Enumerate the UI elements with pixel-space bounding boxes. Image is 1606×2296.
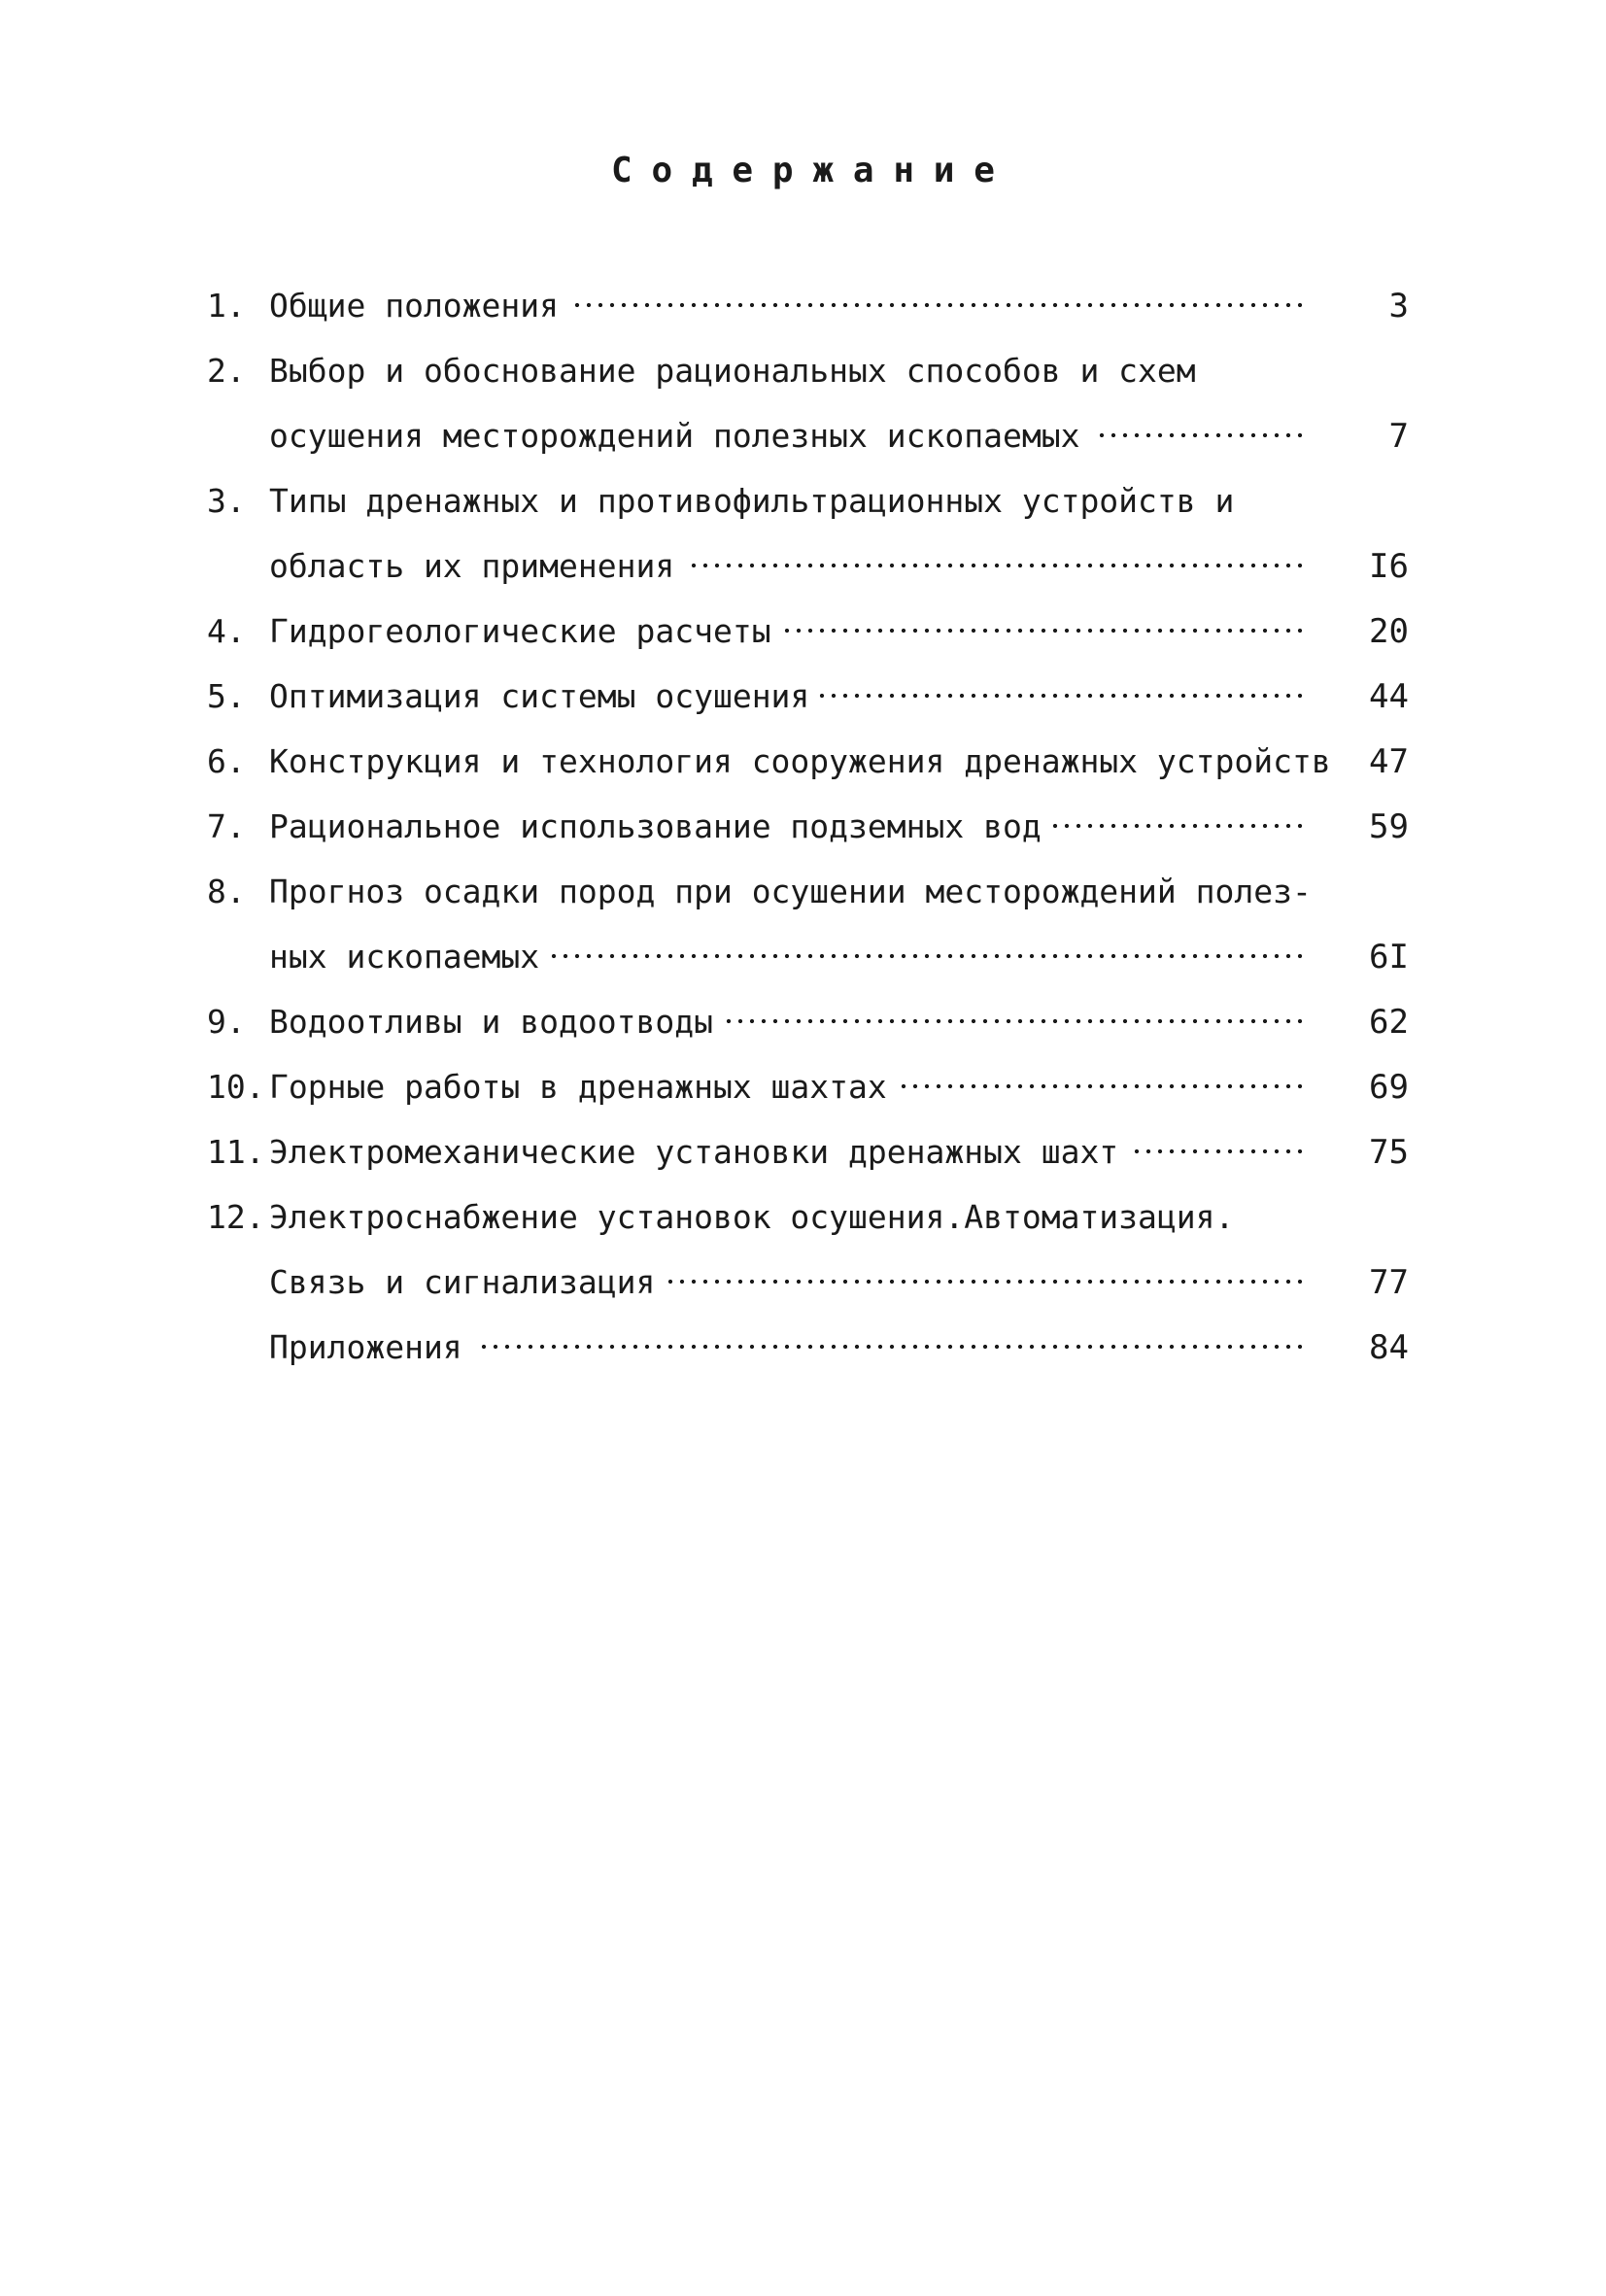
dot-leader (688, 563, 1307, 568)
toc-item-title: Конструкция и технология сооружения дренажных устройств (269, 742, 1331, 780)
toc-page-number: 77 (1369, 1263, 1409, 1302)
toc-item-title: Электромеханические установки дренажных шахт (269, 1133, 1119, 1171)
toc-page-number: I6 (1369, 547, 1409, 586)
toc-line (0, 807, 1606, 846)
toc-item-title: Рациональное использование подземных вод (269, 807, 1042, 845)
toc-page-number: 7 (1388, 417, 1409, 456)
dot-leader (781, 628, 1307, 634)
toc-item-title: Горные работы в дренажных шахтах (269, 1068, 887, 1106)
toc-page-number: 20 (1369, 612, 1409, 651)
toc-line (0, 1068, 1606, 1107)
dot-leader (898, 1083, 1307, 1089)
toc-item-title: ных ископаемых (269, 938, 540, 976)
toc-item-title: Гидрогеологические расчеты (269, 612, 771, 650)
toc-page-number: 75 (1369, 1133, 1409, 1172)
toc-line (0, 742, 1606, 781)
toc-line (0, 352, 1606, 391)
toc-item-number: 4. (207, 612, 246, 650)
toc-item-number: 6. (207, 742, 246, 780)
toc-item-title: Связь и сигнализация (269, 1263, 656, 1301)
toc-line (0, 1003, 1606, 1042)
toc-line (0, 1328, 1606, 1367)
toc-line (0, 287, 1606, 326)
toc-line (0, 1263, 1606, 1302)
toc-line (0, 873, 1606, 911)
toc-item-number: 3. (207, 482, 246, 520)
toc-page-number: 59 (1369, 807, 1409, 846)
dot-leader (1131, 1148, 1307, 1154)
toc-item-title: Электроснабжение установок осушения.Автоматизация. (269, 1198, 1235, 1236)
toc-item-title: Общие положения (269, 287, 560, 325)
toc-line (0, 482, 1606, 521)
toc-page-number: 84 (1369, 1328, 1409, 1367)
dot-leader (1049, 823, 1307, 829)
toc-item-number: 2. (207, 352, 246, 390)
toc-item-number: 11. (207, 1133, 265, 1171)
dot-leader (571, 302, 1307, 308)
dot-leader (1096, 432, 1307, 438)
toc-item-title: осушения месторождений полезных ископаемых (269, 417, 1080, 455)
page-title: Содержание (611, 151, 1014, 190)
toc-page-number: 3 (1388, 287, 1409, 326)
toc-item-title: Прогноз осадки пород при осушении месторождений полез- (269, 873, 1312, 910)
toc-line (0, 547, 1606, 586)
toc-line (0, 938, 1606, 977)
toc-item-title: Оптимизация системы осушения (269, 677, 810, 715)
toc-page-number: 47 (1369, 742, 1409, 781)
dot-leader (723, 1018, 1307, 1024)
toc-item-title: Приложения (269, 1328, 462, 1366)
toc-item-title: Типы дренажных и противофильтрационных устройств и (269, 482, 1235, 520)
toc-line (0, 417, 1606, 456)
toc-line (0, 677, 1606, 716)
toc-item-number: 12. (207, 1198, 265, 1236)
toc-page-number: 6I (1369, 938, 1409, 977)
dot-leader (665, 1279, 1307, 1285)
toc-item-title: Выбор и обоснование рациональных способов и схем (269, 352, 1196, 390)
toc-line (0, 612, 1606, 651)
toc-item-title: Водоотливы и водоотводы (269, 1003, 713, 1041)
dot-leader (816, 693, 1307, 699)
toc-page-number: 69 (1369, 1068, 1409, 1107)
toc-line (0, 1198, 1606, 1237)
toc-item-number: 7. (207, 807, 246, 845)
dot-leader (548, 953, 1307, 959)
toc-item-number: 5. (207, 677, 246, 715)
dot-leader (478, 1344, 1307, 1350)
toc-page-number: 44 (1369, 677, 1409, 716)
toc-line (0, 1133, 1606, 1172)
toc-item-number: 8. (207, 873, 246, 910)
toc-item-number: 9. (207, 1003, 246, 1041)
toc-item-number: 10. (207, 1068, 265, 1106)
toc-item-title: область их применения (269, 547, 675, 585)
toc-page-number: 62 (1369, 1003, 1409, 1042)
toc-item-number: 1. (207, 287, 246, 325)
